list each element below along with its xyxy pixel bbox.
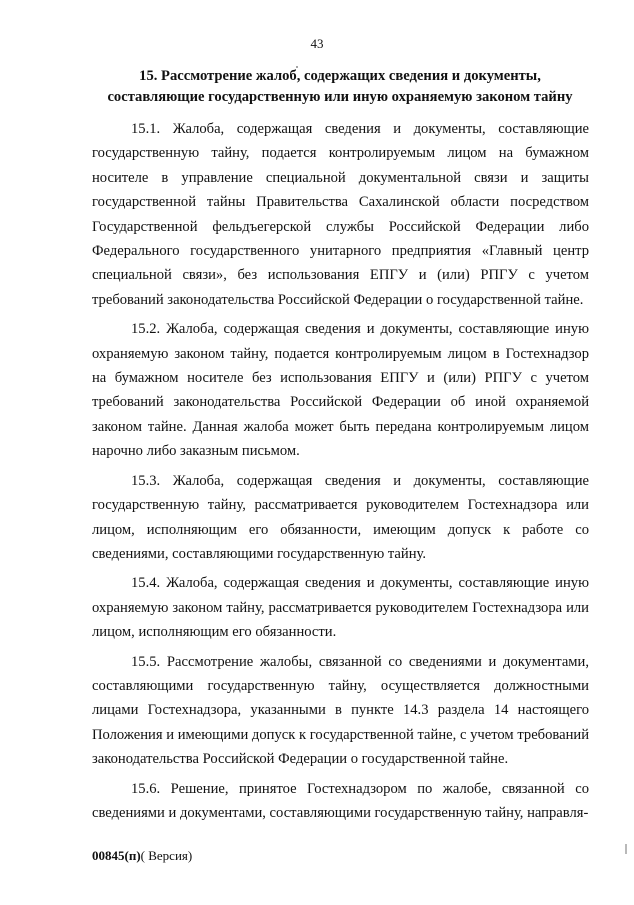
document-version: ( Версия) — [140, 848, 193, 863]
section-heading — [90, 66, 590, 108]
paragraph-15-6: 15.6. Решение, принятое Гостехнадзором по жалобе, связанной со сведениями и документами, составляющими государственную тайну, направля- — [92, 780, 589, 821]
section-heading-line-2: составляющие государственную или иную охраняемую законом тайну — [107, 89, 573, 105]
section-heading-line-1: 15. Рассмотрение жалоб, содержащих сведения и документы, — [139, 68, 541, 84]
scan-artifact-mark — [625, 844, 627, 854]
document-body — [92, 117, 589, 830]
paragraph-15-5: 15.5. Рассмотрение жалобы, связанной со сведениями и документами, составляющими государственную тайну, осуществляется должностными лицами Гостехнадзора, указанными в пункте 14.3 раздела 14 настоящего Положения и имеющими допуск к государственной тайне, с учетом требований законодательства Российской Федерации о государственной тайне. — [92, 653, 589, 768]
document-code: 00845(п) — [92, 848, 141, 863]
page-number: 43 — [310, 36, 324, 51]
paragraph-15-4: 15.4. Жалоба, содержащая сведения и документы, составляющие иную охраняемую законом тайну, рассматривается руководителем Гостехнадзора или лицом, исполняющим его обязанности. — [92, 575, 589, 641]
paragraph-15-1: 15.1. Жалоба, содержащая сведения и документы, составляющие государственную тайну, подается контролируемым лицом на бумажном носителе в управление специальной документальной связи и защиты государственной тайны Правительства Сахалинской области посредством Государственной фельдъегерской службы Российской Федерации либо Федерального государственного унитарного предприятия «Главный центр специальной связи», без использования ЕПГУ и (или) РПГУ с учетом требований законодательства Российской Федерации о государственной тайне. — [92, 121, 589, 308]
paragraph-15-2: 15.2. Жалоба, содержащая сведения и документы, составляющие иную охраняемую законом тайну, подается контролируемым лицом в Гостехнадзор на бумажном носителе без использования ЕПГУ и (или) РПГУ с учетом требований законодательства Российской Федерации об иной охраняемой законом тайне. Данная жалоба может быть передана контролируемым лицом нарочно либо заказным письмом. — [92, 321, 589, 460]
paragraph-15-3: 15.3. Жалоба, содержащая сведения и документы, составляющие государственную тайну, рассматривается руководителем Гостехнадзора или лицом, исполняющим его обязанности, имеющим допуск к работе со сведениями, составляющими государственную тайну. — [92, 472, 589, 562]
document-footer — [92, 848, 192, 864]
